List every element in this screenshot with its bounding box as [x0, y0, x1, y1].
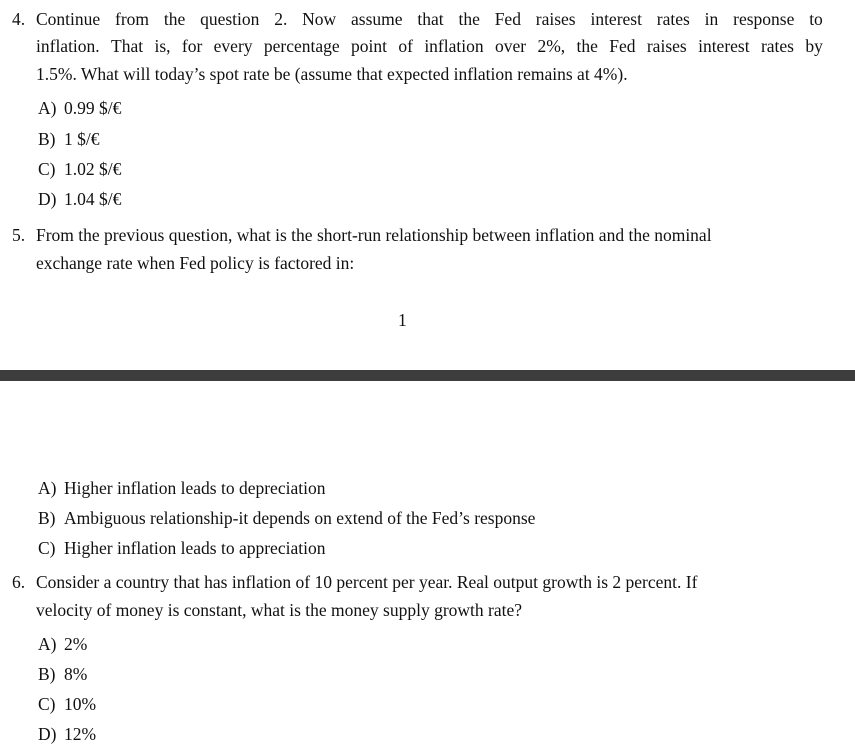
word: in [704, 9, 719, 29]
word: 2%, [537, 36, 566, 56]
question-4-option-a [38, 97, 121, 119]
question-5-line-2: exchange rate when Fed policy is factored in: [36, 253, 355, 273]
option-letter: C) [38, 694, 56, 714]
word: Continue [36, 9, 101, 29]
word: Fed [609, 36, 636, 56]
question-4-option-d [38, 188, 121, 210]
option-text: 1.04 $/€ [64, 189, 122, 209]
question-5-option-b [38, 507, 535, 529]
question-4-option-c [38, 158, 121, 180]
question-6-option-d [38, 723, 96, 745]
question-4-line-3: 1.5%. What will today’s spot rate be (assume that expected inflation remains at 4%). [36, 64, 628, 84]
option-letter: D) [38, 724, 57, 744]
word: response [733, 9, 795, 29]
word: every [213, 36, 253, 56]
word: Now [302, 9, 337, 29]
question-6-number: 6. [12, 572, 26, 592]
word: inflation [424, 36, 484, 56]
question-6-option-b [38, 663, 87, 685]
word: by [805, 36, 823, 56]
option-text: 10% [64, 694, 97, 714]
page-break-divider [0, 370, 855, 381]
word: is, [154, 36, 171, 56]
option-text: 8% [64, 664, 88, 684]
word: point [351, 36, 388, 56]
page-number: 1 [398, 310, 407, 330]
question-4-option-b [38, 128, 100, 150]
word: 2. [274, 9, 288, 29]
word: assume [351, 9, 403, 29]
word: That [111, 36, 144, 56]
option-text: 1.02 $/€ [64, 159, 122, 179]
word: question [200, 9, 260, 29]
option-text: 0.99 $/€ [64, 98, 122, 118]
word: Fed [494, 9, 521, 29]
word: inflation. [36, 36, 100, 56]
word: to [809, 9, 823, 29]
question-5-option-a [38, 477, 325, 499]
word: from [115, 9, 150, 29]
option-letter: A) [38, 478, 57, 498]
option-letter: B) [38, 129, 56, 149]
word: the [458, 9, 480, 29]
question-5-line-1: From the previous question, what is the short-run relationship between inflation and the nominal [36, 225, 712, 245]
word: raises [535, 9, 576, 29]
word: interest [590, 9, 642, 29]
question-6-line-1: Consider a country that has inflation of 10 percent per year. Real output growth is 2 percent. If [36, 572, 698, 592]
question-4-number: 4. [12, 9, 26, 29]
word: rates [656, 9, 690, 29]
question-4-line-2 [36, 35, 823, 57]
option-text: Ambiguous relationship-it depends on extend of the Fed’s response [64, 508, 536, 528]
word: of [398, 36, 413, 56]
question-5-option-c [38, 537, 325, 559]
option-letter: D) [38, 189, 57, 209]
question-5-number: 5. [12, 225, 26, 245]
option-text: 2% [64, 634, 88, 654]
option-letter: A) [38, 634, 57, 654]
word: the [576, 36, 598, 56]
word: interest [698, 36, 750, 56]
option-letter: B) [38, 508, 56, 528]
word: for [181, 36, 203, 56]
word: over [494, 36, 527, 56]
option-text: 1 $/€ [64, 129, 100, 149]
word: raises [646, 36, 687, 56]
word: that [417, 9, 444, 29]
option-letter: C) [38, 159, 56, 179]
option-text: Higher inflation leads to depreciation [64, 478, 326, 498]
question-6-line-2: velocity of money is constant, what is the money supply growth rate? [36, 600, 523, 620]
question-4-line-1 [36, 8, 823, 30]
option-letter: A) [38, 98, 57, 118]
word: percentage [263, 36, 340, 56]
option-letter: C) [38, 538, 56, 558]
option-text: 12% [64, 724, 97, 744]
question-6-option-c [38, 693, 96, 715]
option-letter: B) [38, 664, 56, 684]
question-6-option-a [38, 633, 87, 655]
option-text: Higher inflation leads to appreciation [64, 538, 326, 558]
word: the [163, 9, 186, 29]
word: rates [760, 36, 794, 56]
